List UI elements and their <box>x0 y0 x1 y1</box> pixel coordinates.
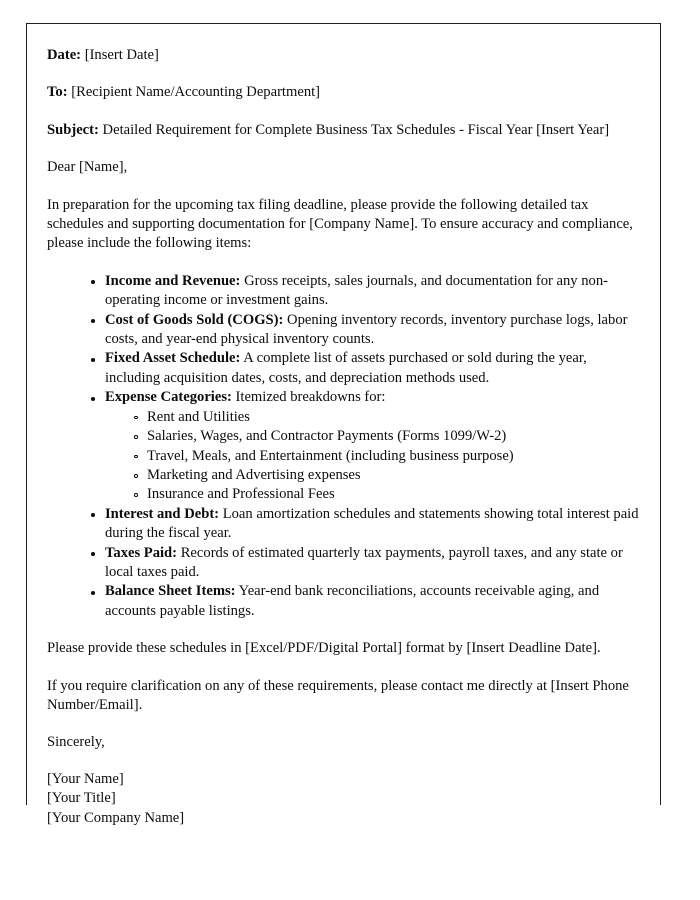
list-item <box>90 505 640 544</box>
list-item-description: A complete list of assets purchased or sold during the year, including acquisition dates, costs, and depreciation methods used. <box>105 350 587 386</box>
clarification-paragraph: If you require clarification on any of these requirements, please contact me directly at [Insert Phone Number/Email]. <box>47 677 629 713</box>
sublist-item: Travel, Meals, and Entertainment (including business purpose) <box>133 447 640 466</box>
subject-line <box>47 121 640 140</box>
list-item-term: Taxes Paid: <box>105 544 178 561</box>
signature-block <box>47 770 640 828</box>
list-item-term: Balance Sheet Items: <box>105 583 236 600</box>
list-item <box>90 272 640 311</box>
list-item-term: Interest and Debt: <box>105 505 220 522</box>
list-item <box>90 311 640 350</box>
sublist-item: Marketing and Advertising expenses <box>133 466 640 485</box>
list-item-term: Expense Categories: <box>105 389 232 406</box>
to-value: [Recipient Name/Accounting Department] <box>71 84 321 101</box>
date-value: [Insert Date] <box>84 47 159 63</box>
signature-name: [Your Name] <box>47 770 124 787</box>
list-item <box>90 349 640 388</box>
list-item-term: Fixed Asset Schedule: <box>105 350 241 367</box>
salutation: Dear [Name], <box>47 159 128 176</box>
list-item-term: Income and Revenue: <box>105 272 241 289</box>
signature-title: [Your Title] <box>47 790 116 807</box>
list-item-description: Records of estimated quarterly tax payments, payroll taxes, and any state or local taxes paid. <box>105 544 623 580</box>
list-item-description: Loan amortization schedules and statements showing total interest paid during the fiscal year. <box>105 505 639 542</box>
closing: Sincerely, <box>47 734 105 751</box>
list-item <box>90 388 640 504</box>
list-item-description: Itemized breakdowns for: <box>235 389 386 406</box>
expense-subcategory-list <box>105 408 640 505</box>
requirements-list <box>47 272 640 621</box>
list-item-description: Gross receipts, sales journals, and documentation for any non-operating income or investment gains. <box>105 272 609 309</box>
sublist-item: Rent and Utilities <box>133 408 640 427</box>
list-item-description: Year-end bank reconciliations, accounts receivable aging, and accounts payable listings. <box>105 583 600 619</box>
list-item <box>90 582 640 621</box>
signature-company: [Your Company Name] <box>47 809 185 826</box>
subject-value: Detailed Requirement for Complete Business Tax Schedules - Fiscal Year [Insert Year] <box>102 121 610 138</box>
date-label: Date: <box>47 47 82 63</box>
recipient-line <box>47 83 640 102</box>
list-item-description: Opening inventory records, inventory purchase logs, labor costs, and year-end physical inventory counts. <box>105 311 628 348</box>
sublist-item: Insurance and Professional Fees <box>133 485 640 504</box>
list-item <box>90 544 640 583</box>
date-line <box>47 46 640 65</box>
intro-paragraph: In preparation for the upcoming tax filing deadline, please provide the following detailed tax schedules and supporting documentation for [Company Name]. To ensure accuracy and compliance, please include the following items: <box>47 196 633 252</box>
format-paragraph: Please provide these schedules in [Excel/PDF/Digital Portal] format by [Insert Deadline Date]. <box>47 640 601 657</box>
to-label: To: <box>47 84 68 101</box>
subject-label: Subject: <box>47 121 99 138</box>
list-item-term: Cost of Goods Sold (COGS): <box>105 311 284 328</box>
document-page <box>26 23 661 826</box>
document-body <box>27 24 660 828</box>
sublist-item: Salaries, Wages, and Contractor Payments (Forms 1099/W-2) <box>133 427 640 446</box>
